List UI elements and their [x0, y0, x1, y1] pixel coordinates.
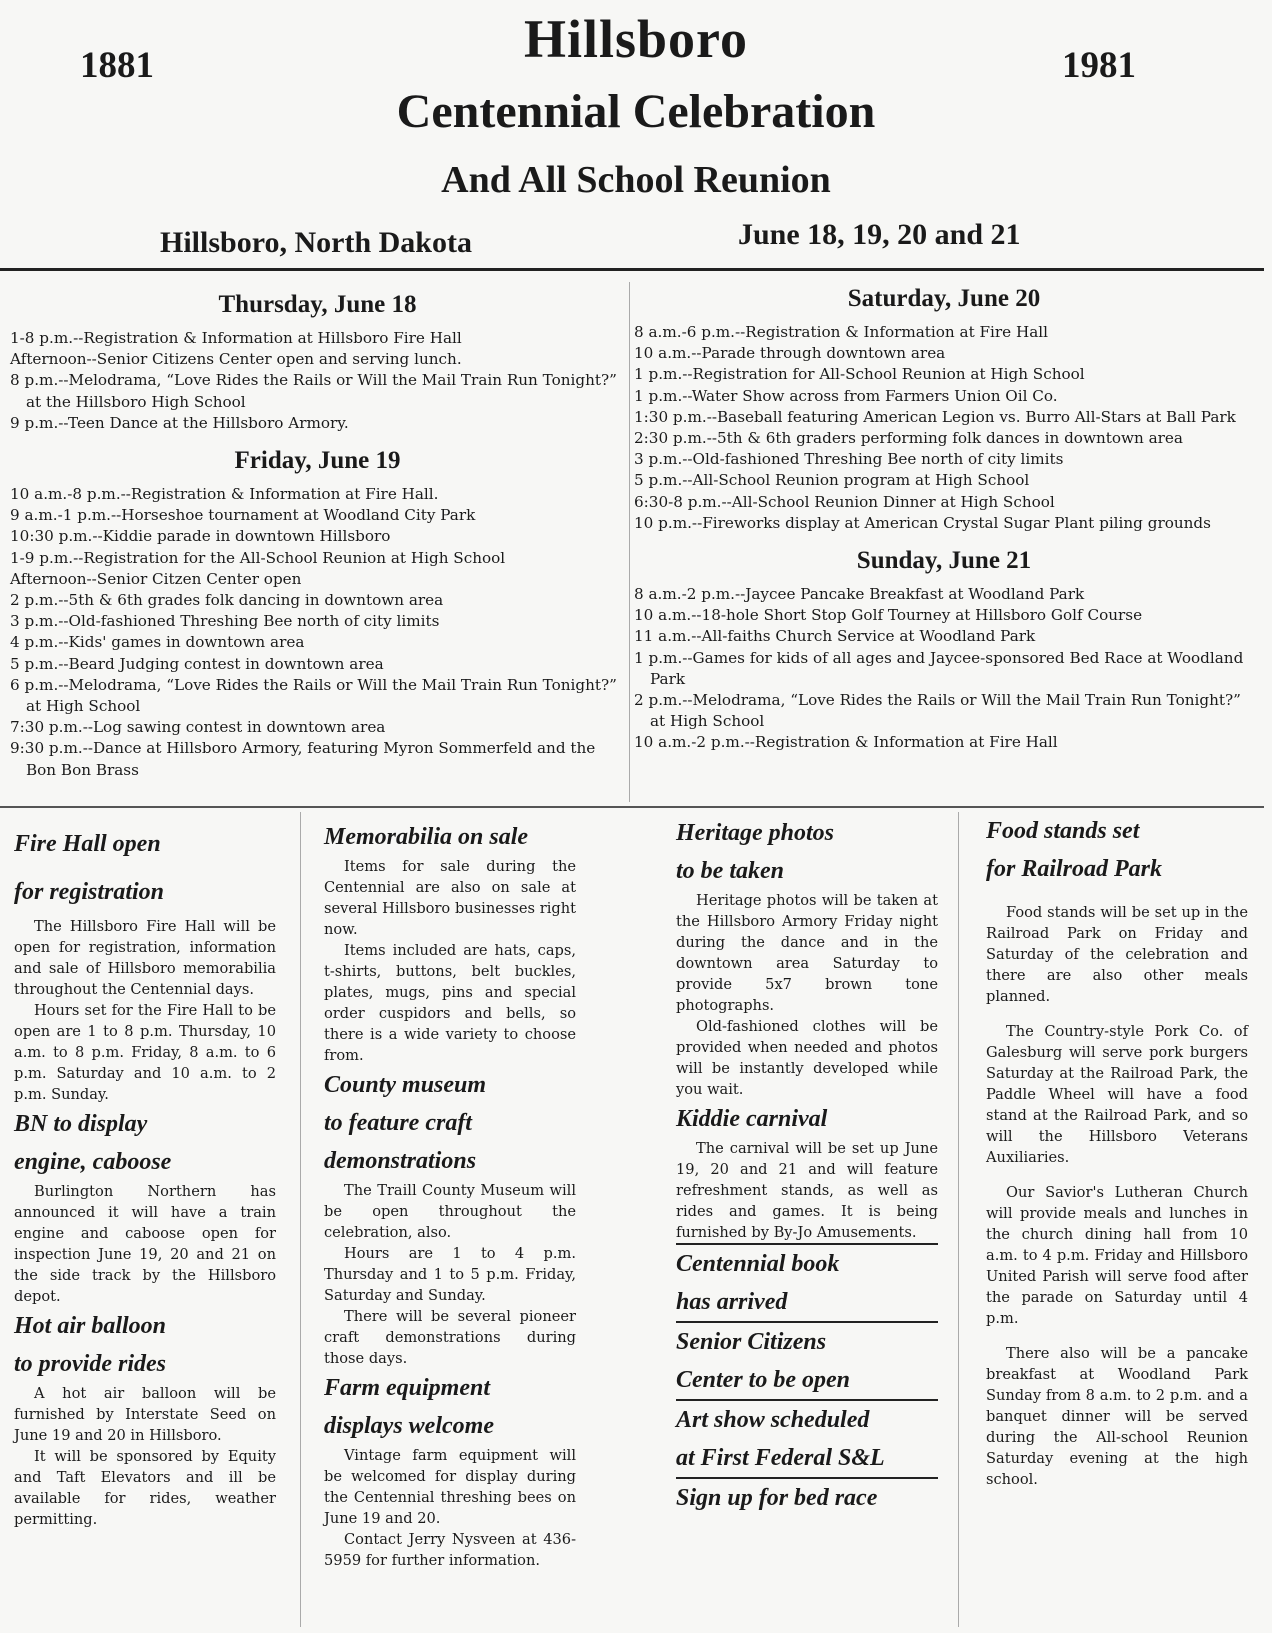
schedule-left-column — [10, 290, 625, 781]
headline: for Railroad Park — [986, 856, 1163, 882]
schedule-item: 8 p.m.--Melodrama, “Love Rides the Rails or Will the Mail Train Run Tonight?” at the Hillsboro High School — [10, 371, 617, 411]
headline: Food stands set — [986, 818, 1140, 844]
schedule-item: 10 a.m.-8 p.m.--Registration & Information at Fire Hall. — [10, 485, 439, 504]
schedule-item: 5 p.m.--All-School Reunion program at High School — [634, 471, 1030, 490]
header-rule — [0, 268, 1264, 271]
headline: demonstrations — [324, 1148, 477, 1174]
article-paragraph: A hot air balloon will be furnished by Interstate Seed on June 19 and 20 in Hillsboro. — [14, 1385, 276, 1444]
article-paragraph: The Traill County Museum will be open throughout the celebration, also. — [324, 1182, 576, 1241]
schedule-item: 8 a.m.-6 p.m.--Registration & Information at Fire Hall — [634, 323, 1048, 341]
schedule-item: 6:30-8 p.m.--All-School Reunion Dinner at High School — [634, 492, 1055, 511]
centennial-book-box — [676, 1245, 938, 1323]
article-paragraph: The carnival will be set up June 19, 20 and 21 and will feature refreshment stands, as well as rides and games. It is being furnished by By-Jo Amusements. — [676, 1140, 938, 1241]
schedule-item: 1-8 p.m.--Registration & Information at Hillsboro Fire Hall — [10, 329, 462, 347]
schedule-item: 10 a.m.--18-hole Short Stop Golf Tourney at Hillsboro Golf Course — [634, 606, 1143, 625]
title-hillsboro: Hillsboro — [523, 9, 749, 69]
masthead — [0, 0, 1272, 268]
schedule-item: Afternoon--Senior Citzen Center open — [10, 569, 302, 588]
event-dates: June 18, 19, 20 and 21 — [738, 218, 1021, 251]
article-paragraph: Contact Jerry Nysveen at 436-5959 for further information. — [324, 1531, 576, 1569]
article-paragraph: The Country-style Pork Co. of Galesburg will serve pork burgers Saturday at the Railroad Park, the Paddle Wheel will have a food stand at the Railroad Park, and so will the Hillsboro Veterans Auxiliaries. — [986, 1023, 1248, 1166]
schedule-item: 1:30 p.m.--Baseball featuring American Legion vs. Burro All-Stars at Ball Park — [634, 407, 1236, 426]
schedule-item: Afternoon--Senior Citizens Center open and serving lunch. — [10, 350, 462, 369]
headline: BN to display — [14, 1111, 148, 1137]
year-left: 1881 — [80, 45, 154, 86]
schedule-item: 1 p.m.--Registration for All-School Reunion at High School — [634, 365, 1085, 384]
headline: Centennial book — [676, 1251, 840, 1277]
article-paragraph: Hours set for the Fire Hall to be open are 1 to 8 p.m. Thursday, 10 a.m. to 8 p.m. Friday, 8 a.m. to 6 p.m. Saturday and 10 a.m. to 2 p.m. Sunday. — [14, 1002, 276, 1103]
headline: Hot air balloon — [14, 1313, 167, 1339]
schedule-item: 10:30 p.m.--Kiddie parade in downtown Hillsboro — [10, 527, 391, 546]
location: Hillsboro, North Dakota — [160, 226, 472, 259]
article-paragraph: Items for sale during the Centennial are also on sale at several Hillsboro businesses right now. — [324, 858, 576, 938]
article-paragraph: It will be sponsored by Equity and Taft Elevators and ill be available for rides, weather permitting. — [14, 1448, 276, 1528]
day-heading-sunday: Sunday, June 21 — [856, 547, 1032, 575]
schedule-item: 4 p.m.--Kids' games in downtown area — [10, 633, 305, 652]
headline: Center to be open — [676, 1367, 850, 1393]
article-paragraph: Burlington Northern has announced it will have a train engine and caboose open for inspection June 19, 20 and 21 on the side track by the Hillsboro depot. — [14, 1183, 276, 1305]
schedule-item: 1 p.m.--Games for kids of all ages and Jaycee-sponsored Bed Race at Woodland Park — [634, 648, 1244, 688]
schedule-item: 3 p.m.--Old-fashioned Threshing Bee north of city limits — [634, 450, 1064, 469]
headline: at First Federal S&L — [676, 1445, 885, 1471]
article-paragraph: Vintage farm equipment will be welcomed for display during the Centennial threshing bees on June 19 and 20. — [324, 1447, 576, 1527]
schedule-item: 8 a.m.-2 p.m.--Jaycee Pancake Breakfast at Woodland Park — [634, 585, 1085, 604]
schedule-item: 9:30 p.m.--Dance at Hillsboro Armory, featuring Myron Sommerfeld and the Bon Bon Brass — [10, 739, 596, 779]
news-divider-1 — [300, 812, 301, 1627]
headline: to be taken — [676, 858, 784, 884]
title-centennial: Centennial Celebration — [396, 85, 876, 138]
article-paragraph: Food stands will be set up in the Railroad Park on Friday and Saturday of the celebration and there are also other meals planned. — [986, 904, 1248, 1005]
headline: to provide rides — [14, 1351, 166, 1377]
kiddie-carnival-box — [676, 1138, 938, 1245]
headline: Heritage photos — [676, 820, 835, 846]
headline: Art show scheduled — [676, 1407, 870, 1433]
schedule-bottom-rule — [0, 806, 1264, 808]
schedule-item: 11 a.m.--All-faiths Church Service at Woodland Park — [634, 627, 1036, 646]
headline: has arrived — [676, 1289, 788, 1315]
senior-center-box — [676, 1323, 938, 1401]
article-paragraph: There also will be a pancake breakfast at Woodland Park Sunday from 8 a.m. to 2 p.m. and a banquet dinner will be served during the All-school Reunion Saturday evening at the high school. — [986, 1345, 1248, 1488]
schedule-right-column — [634, 284, 1254, 754]
schedule-item: 5 p.m.--Beard Judging contest in downtown area — [10, 654, 384, 673]
news-divider-2 — [958, 812, 959, 1627]
schedule-item: 9 a.m.-1 p.m.--Horseshoe tournament at Woodland City Park — [10, 506, 476, 525]
headline: Kiddie carnival — [676, 1106, 828, 1132]
schedule-item: 3 p.m.--Old-fashioned Threshing Bee north of city limits — [10, 612, 440, 631]
news-column-3 — [676, 814, 938, 1517]
schedule-item: 9 p.m.--Teen Dance at the Hillsboro Armory. — [10, 413, 349, 432]
schedule-item: 2 p.m.--Melodrama, “Love Rides the Rails or Will the Mail Train Run Tonight?” at High School — [634, 691, 1241, 731]
art-show-box — [676, 1401, 938, 1479]
title-reunion: And All School Reunion — [441, 159, 831, 201]
news-column-1 — [14, 820, 276, 1530]
headline: County museum — [324, 1072, 487, 1098]
news-column-4 — [986, 812, 1248, 1490]
headline: Sign up for bed race — [676, 1485, 878, 1511]
headline: Fire Hall open — [14, 831, 161, 857]
headline: Farm equipment — [324, 1375, 491, 1401]
article-paragraph: Heritage photos will be taken at the Hillsboro Armory Friday night during the dance and in the downtown area Saturday to provide 5x7 brown tone photographs. — [676, 892, 938, 1014]
article-paragraph: Old-fashioned clothes will be provided when needed and photos will be instantly developed while you wait. — [676, 1018, 938, 1098]
schedule-item: 2:30 p.m.--5th & 6th graders performing folk dances in downtown area — [634, 429, 1183, 448]
schedule-item: 1 p.m.--Water Show across from Farmers Union Oil Co. — [634, 386, 1058, 405]
schedule-item: 1-9 p.m.--Registration for the All-School Reunion at High School — [10, 548, 506, 567]
day-heading-friday: Friday, June 19 — [234, 447, 401, 475]
year-right: 1981 — [1062, 45, 1136, 86]
schedule-item: 7:30 p.m.--Log sawing contest in downtown area — [10, 718, 386, 737]
schedule-divider — [629, 282, 630, 802]
headline: engine, caboose — [14, 1149, 172, 1175]
schedule-item: 2 p.m.--5th & 6th grades folk dancing in downtown area — [10, 591, 444, 610]
headline: displays welcome — [324, 1413, 494, 1439]
article-paragraph: Hours are 1 to 4 p.m. Thursday and 1 to 5 p.m. Friday, Saturday and Sunday. — [324, 1245, 576, 1304]
news-column-2 — [324, 818, 576, 1571]
schedule-item: 10 a.m.-2 p.m.--Registration & Information at Fire Hall — [634, 733, 1058, 752]
article-paragraph: There will be several pioneer craft demonstrations during those days. — [324, 1308, 576, 1367]
schedule-item: 10 a.m.--Parade through downtown area — [634, 344, 946, 363]
headline: for registration — [14, 879, 165, 905]
schedule-item: 10 p.m.--Fireworks display at American Crystal Sugar Plant piling grounds — [634, 513, 1211, 532]
headline: to feature craft — [324, 1110, 472, 1136]
article-paragraph: Our Savior's Lutheran Church will provide meals and lunches in the church dining hall from 10 a.m. to 4 p.m. Friday and Hillsboro United Parish will serve food after the parade on Saturday until 4 p.m. — [986, 1184, 1248, 1327]
schedule-item: 6 p.m.--Melodrama, “Love Rides the Rails or Will the Mail Train Run Tonight?” at High School — [10, 675, 617, 716]
headline: Memorabilia on sale — [324, 824, 529, 850]
article-paragraph: Items included are hats, caps, t-shirts, buttons, belt buckles, plates, mugs, pins and special order cuspidors and bells, so there is a wide variety to choose from. — [324, 942, 576, 1064]
day-heading-thursday: Thursday, June 18 — [218, 291, 417, 318]
article-paragraph: The Hillsboro Fire Hall will be open for registration, information and sale of Hillsboro memorabilia throughout the Centennial days. — [14, 918, 276, 998]
day-heading-saturday: Saturday, June 20 — [847, 285, 1041, 312]
headline: Senior Citizens — [676, 1329, 827, 1355]
